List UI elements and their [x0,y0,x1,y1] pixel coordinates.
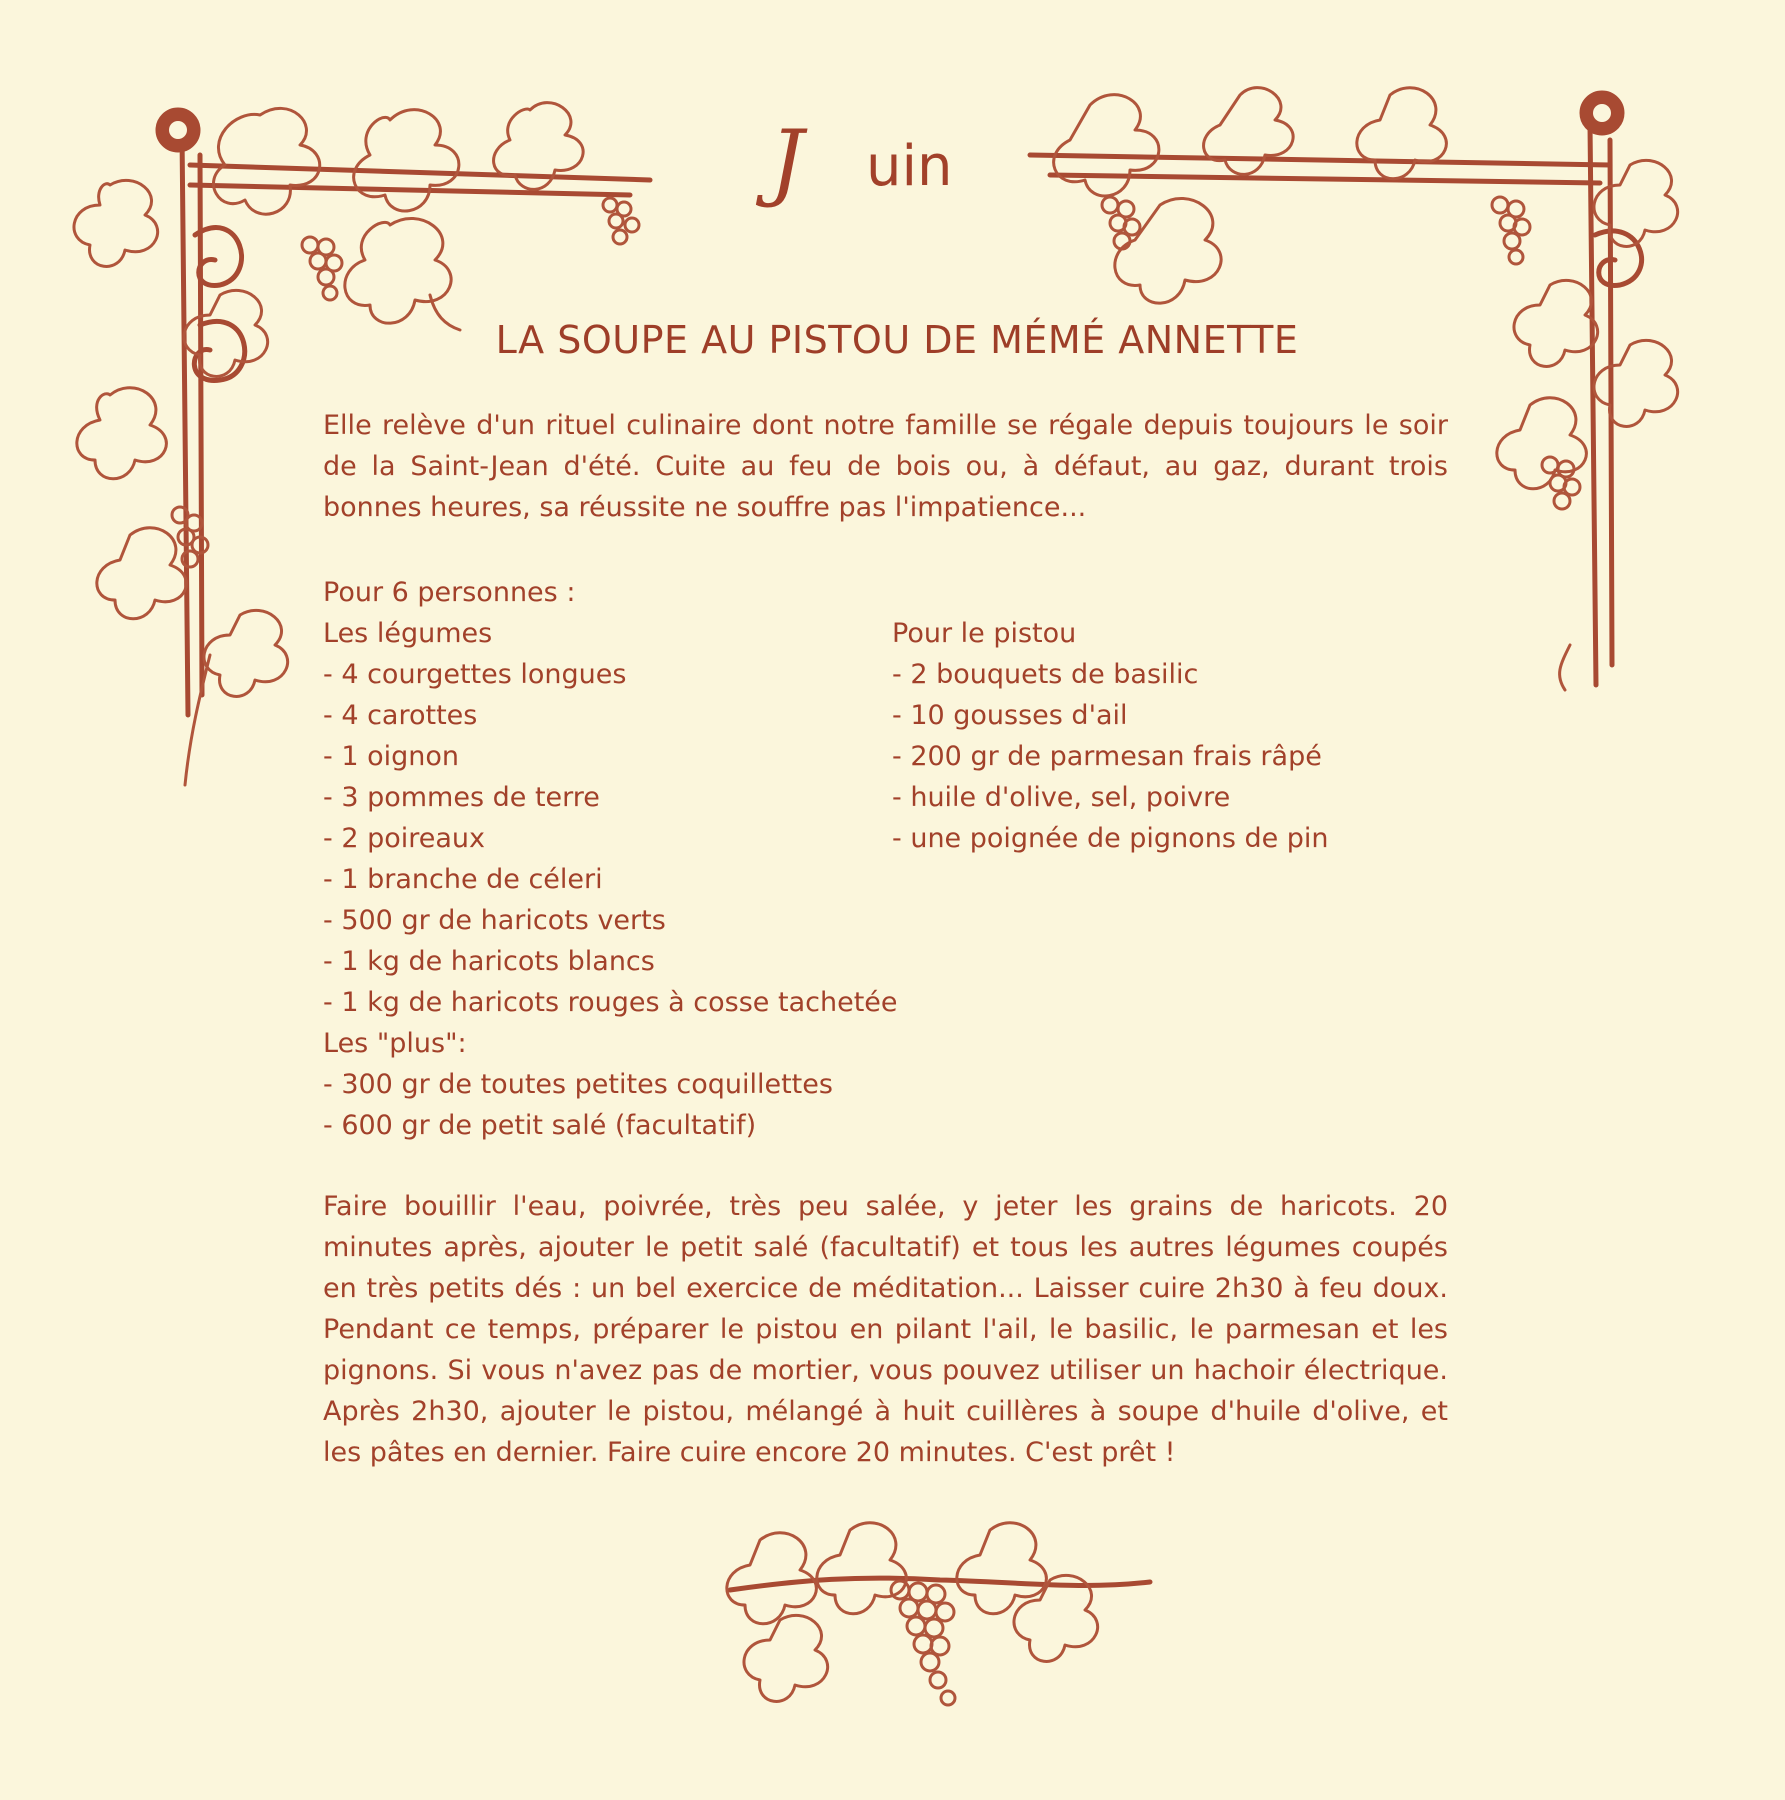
list-item: - 1 oignon [323,741,459,772]
vine-ornament-top-right [1010,85,1710,705]
list-item: - 200 gr de parmesan frais râpé [892,741,1322,772]
list-item: - 500 gr de haricots verts [323,905,666,936]
list-item: - 2 poireaux [323,823,485,854]
list-item: - 3 pommes de terre [323,782,600,813]
grape-ornament-bottom [720,1520,1160,1720]
list-item: - 1 kg de haricots blancs [323,946,655,977]
list-item: - 4 carottes [323,700,478,731]
month-initial: J [770,112,804,210]
pistou-heading: Pour le pistou [892,618,1077,649]
list-item: - 1 kg de haricots rouges à cosse tachetée [323,987,898,1018]
list-item: - 1 branche de céleri [323,864,603,895]
recipe-title: LA SOUPE AU PISTOU DE MÉMÉ ANNETTE [495,318,1299,362]
intro-paragraph: Elle relève d'un rituel culinaire dont notre famille se régale depuis toujours le soir de la Saint-Jean d'été. Cuite au feu de bois ou, à défaut, au gaz, durant trois bonnes heures, sa réussite ne souffre pas l'impatience... [323,410,1448,523]
list-item: - une poignée de pignons de pin [892,823,1329,854]
extras-heading: Les "plus": [323,1028,467,1059]
list-item: - huile d'olive, sel, poivre [892,782,1231,813]
month-rest: uin [866,134,953,199]
list-item: - 4 courgettes longues [323,659,627,690]
ingredients-pistou [892,613,1452,859]
list-item: - 10 gousses d'ail [892,700,1128,731]
vegetables-heading: Les légumes [323,618,493,649]
list-item: - 2 bouquets de basilic [892,659,1199,690]
month-heading [770,112,990,212]
servings-line: Pour 6 personnes : [323,577,576,608]
ingredients-vegetables [323,613,898,1146]
method-paragraph: Faire bouillir l'eau, poivrée, très peu salée, y jeter les grains de haricots. 20 minutes après, ajouter le petit salé (facultatif) et tous les autres légumes coupés en très petits dés : un bel exercice de méditation... Laisser cuire 2h30 à feu doux. Pendant ce temps, préparer le pistou en pilant l'ail, le basilic, le parmesan et les pignons. Si vous n'avez pas de mortier, vous pouvez utiliser un hachoir électrique. Après 2h30, ajouter le pistou, mélangé à huit cuillères à soupe d'huile d'olive, et les pâtes en dernier. Faire cuire encore 20 minutes. C'est prêt ! [323,1191,1448,1468]
list-item: - 300 gr de toutes petites coquillettes [323,1069,833,1100]
list-item: - 600 gr de petit salé (facultatif) [323,1110,757,1141]
